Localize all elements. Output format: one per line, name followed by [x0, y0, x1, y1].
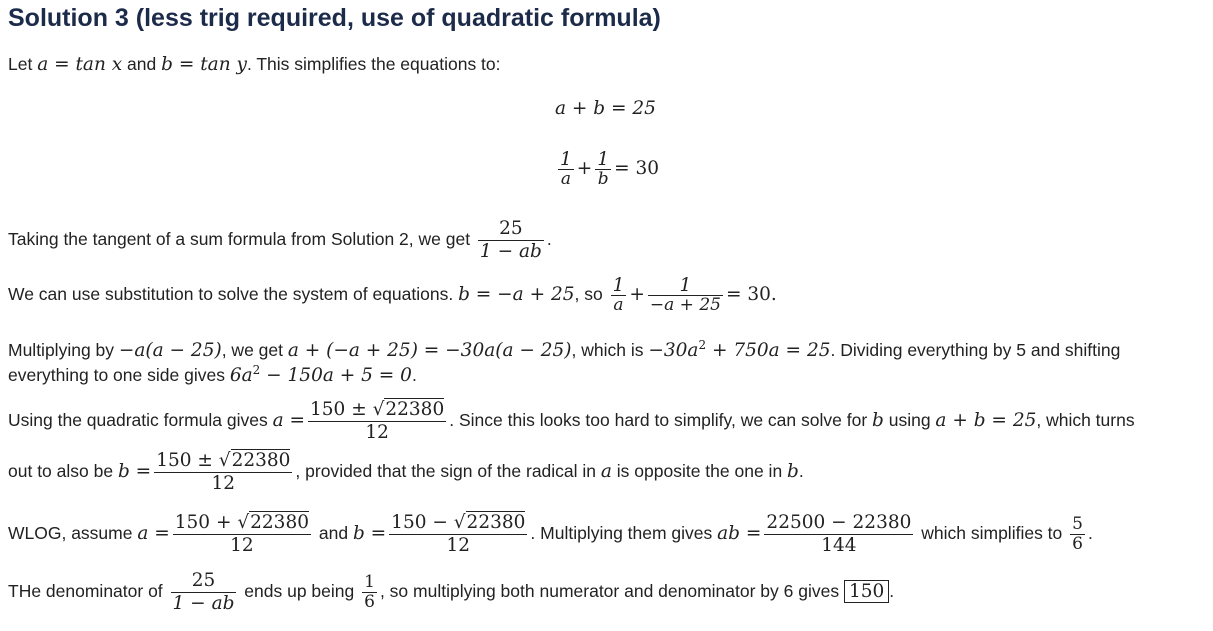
- equation-reciprocal: $\frac{1}{a}$ + $\frac{1}{b}$ = 30: [560, 149, 660, 189]
- final-paragraph: THe denominator of $\frac{25}{1 - ab}$ ends up being $\frac{1}{6}$ , so multiplying both numerator and denominator by 6 gives 150 .: [8, 570, 895, 614]
- fraction: $\frac{150 - √22380}{12}$: [391, 512, 526, 556]
- equation-sum: a + b = 25: [555, 98, 656, 119]
- quadratic-paragraph-line1: Using the quadratic formula gives a = $\frac{150 \pm √22380}{12}$ . Since this looks too hard to simplify, we can solve for b using a + b = 25, which turns: [8, 399, 1135, 443]
- quadratic-paragraph-line2: out to also be b = $\frac{150 \pm √22380}{12}$ , provided that the sign of the radical in a is opposite the one in b.: [8, 450, 804, 494]
- fraction: $\frac{1}{a}$: [560, 149, 572, 189]
- fraction: $\frac{150 \pm √22380}{12}$: [156, 450, 291, 494]
- multiply-paragraph-line1: Multiplying by −a(a − 25), we get a + (−a + 25) = −30a(a − 25), which is $-30a^2 + 750a = 25$. Dividing everything by 5 and shifting: [8, 338, 1121, 361]
- fraction: $\frac{1}{b}$: [597, 149, 610, 189]
- text: Let: [8, 54, 38, 74]
- multiply-paragraph-line2: everything to one side gives $6a^2 - 150a + 5 = 0$.: [8, 363, 417, 386]
- section-title: Solution 3 (less trig required, use of quadratic formula): [8, 4, 661, 32]
- fraction: $\frac{150 + √22380}{12}$: [174, 512, 309, 556]
- intro-paragraph: [8, 54, 501, 75]
- text: . This simplifies the equations to:: [246, 54, 501, 74]
- fraction: $\frac{22500 - 22380}{144}$: [766, 512, 912, 556]
- wlog-paragraph: WLOG, assume a = $\frac{150 + √22380}{12}$ and b = $\frac{150 - √22380}{12}$ . Multiplying them gives ab = $\frac{22500 - 22380}{144}$ which simplifies to $\frac{5}{6}$ .: [8, 512, 1093, 556]
- fraction: $\frac{1}{a}$: [612, 275, 625, 315]
- substitution-paragraph: We can use substitution to solve the system of equations. b = −a + 25, so $\frac{1}{a}$ + $\frac{1}{-a + 25}$ = 30.: [8, 275, 777, 315]
- fraction: $\frac{1}{6}$: [364, 572, 375, 612]
- fraction: $\frac{5}{6}$: [1072, 514, 1083, 554]
- fraction: $\frac{1}{-a + 25}$: [649, 275, 721, 315]
- math: b = tan y: [161, 54, 247, 75]
- answer-box: 150: [844, 580, 889, 603]
- text: and: [122, 54, 162, 74]
- tangent-paragraph: Taking the tangent of a sum formula from Solution 2, we get $\frac{25}{1 - ab}$ .: [8, 218, 552, 262]
- fraction: $\frac{150 \pm √22380}{12}$: [310, 399, 445, 443]
- fraction: $\frac{25}{1 - ab}$: [479, 218, 542, 262]
- fraction: $\frac{25}{1 - ab}$: [172, 570, 235, 614]
- math: a = tan x: [37, 54, 123, 75]
